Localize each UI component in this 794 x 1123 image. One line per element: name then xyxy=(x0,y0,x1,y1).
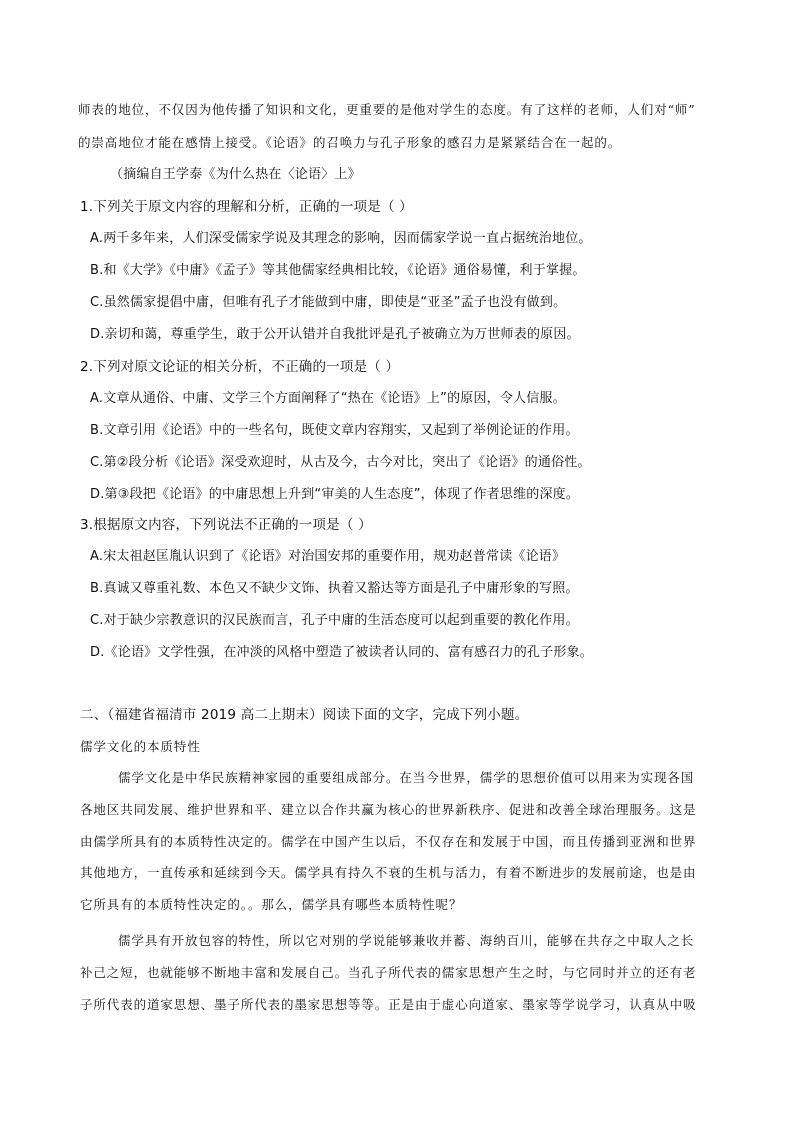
section-heading: 二、（福建省福清市 2019 高二上期末）阅读下面的文字，完成下列小题。 xyxy=(80,707,529,723)
passage-line: 师表的地位，不仅因为他传播了知识和文化，更重要的是他对学生的态度。有了这样的老师，人们对“师” xyxy=(78,102,696,117)
question-option: B.和《大学》《中庸》《孟子》等其他儒家经典相比较，《论语》通俗易懂，利于掌握。 xyxy=(90,263,586,278)
passage-line: 的崇高地位才能在感情上接受。《论语》的召唤力与孔子形象的感召力是紧紧结合在一起的。 xyxy=(78,135,622,150)
question-option: C.第②段分析《论语》深受欢迎时，从古及今，古今对比，突出了《论语》的通俗性。 xyxy=(90,455,591,470)
question-option: D.第③段把《论语》的中庸思想上升到“审美的人生态度”，体现了作者思维的深度。 xyxy=(90,487,580,502)
question-stem: 2.下列对原文论证的相关分析，不正确的一项是（ ） xyxy=(80,359,400,375)
article-line: 各地区共同发展、维护世界和平、建立以合作共赢为核心的世界新秩序、促进和改善全球治理服务。这是 xyxy=(80,802,697,817)
question-option: C.虽然儒家提倡中庸，但唯有孔子才能做到中庸，即使是“亚圣”孟子也没有做到。 xyxy=(90,295,567,310)
article-line: 由儒学所具有的本质特性决定的。儒学在中国产生以后，不仅存在和发展于中国，而且传播到亚洲和世界 xyxy=(80,834,697,849)
question-stem: 3.根据原文内容，下列说法不正确的一项是（ ） xyxy=(80,517,372,533)
article-line: 其他地方，一直传承和延续到今天。儒学具有持久不衰的生机与活力，有着不断进步的发展前途，也是由 xyxy=(80,865,697,880)
question-stem: 1.下列关于原文内容的理解和分析，正确的一项是（ ） xyxy=(80,199,413,215)
question-option: A.两千多年来，人们深受儒家学说及其理念的影响，因而儒家学说一直占据统治地位。 xyxy=(90,231,592,246)
article-line: 补己之短，也就能够不断地丰富和发展自己。当孔子所代表的儒家思想产生之时，与它同时并立的还有老 xyxy=(80,965,697,980)
passage-source: （摘编自王学泰《为什么热在〈论语〉上》 xyxy=(110,167,361,182)
question-option: D.《论语》文学性强，在冲淡的风格中塑造了被读者认同的、富有感召力的孔子形象。 xyxy=(90,645,593,660)
article-line: 它所具有的本质特性决定的。。那么，儒学具有哪些本质特性呢？ xyxy=(80,897,463,912)
article-line: 儒学文化是中华民族精神家园的重要组成部分。在当今世界，儒学的思想价值可以用来为实现各国 xyxy=(118,770,695,785)
question-option: B.文章引用《论语》中的一些名句，既使文章内容翔实，又起到了举例论证的作用。 xyxy=(90,423,579,438)
question-option: A.文章从通俗、中庸、文学三个方面阐释了“热在《论语》上”的原因，令人信服。 xyxy=(90,391,566,406)
question-option: D.亲切和蔼，尊重学生，敢于公开认错并自我批评是孔子被确立为万世师表的原因。 xyxy=(90,327,580,342)
article-line: 子所代表的道家思想、墨子所代表的墨家思想等等。正是由于虚心向道家、墨家等学说学习，认真从中吸 xyxy=(80,997,697,1012)
question-option: A.宋太祖赵匡胤认识到了《论语》对治国安邦的重要作用，规劝赵普常读《论语》 xyxy=(90,549,566,564)
article-title: 儒学文化的本质特性 xyxy=(80,739,201,754)
question-option: B.真诚又尊重礼数、本色又不缺少文饰、执着又豁达等方面是孔子中庸形象的写照。 xyxy=(90,581,579,596)
question-option: C.对于缺少宗教意识的汉民族而言，孔子中庸的生活态度可以起到重要的教化作用。 xyxy=(90,613,579,628)
article-line: 儒学具有开放包容的特性，所以它对别的学说能够兼收并蓄、海纳百川，能够在共存之中取人之长 xyxy=(118,933,695,948)
